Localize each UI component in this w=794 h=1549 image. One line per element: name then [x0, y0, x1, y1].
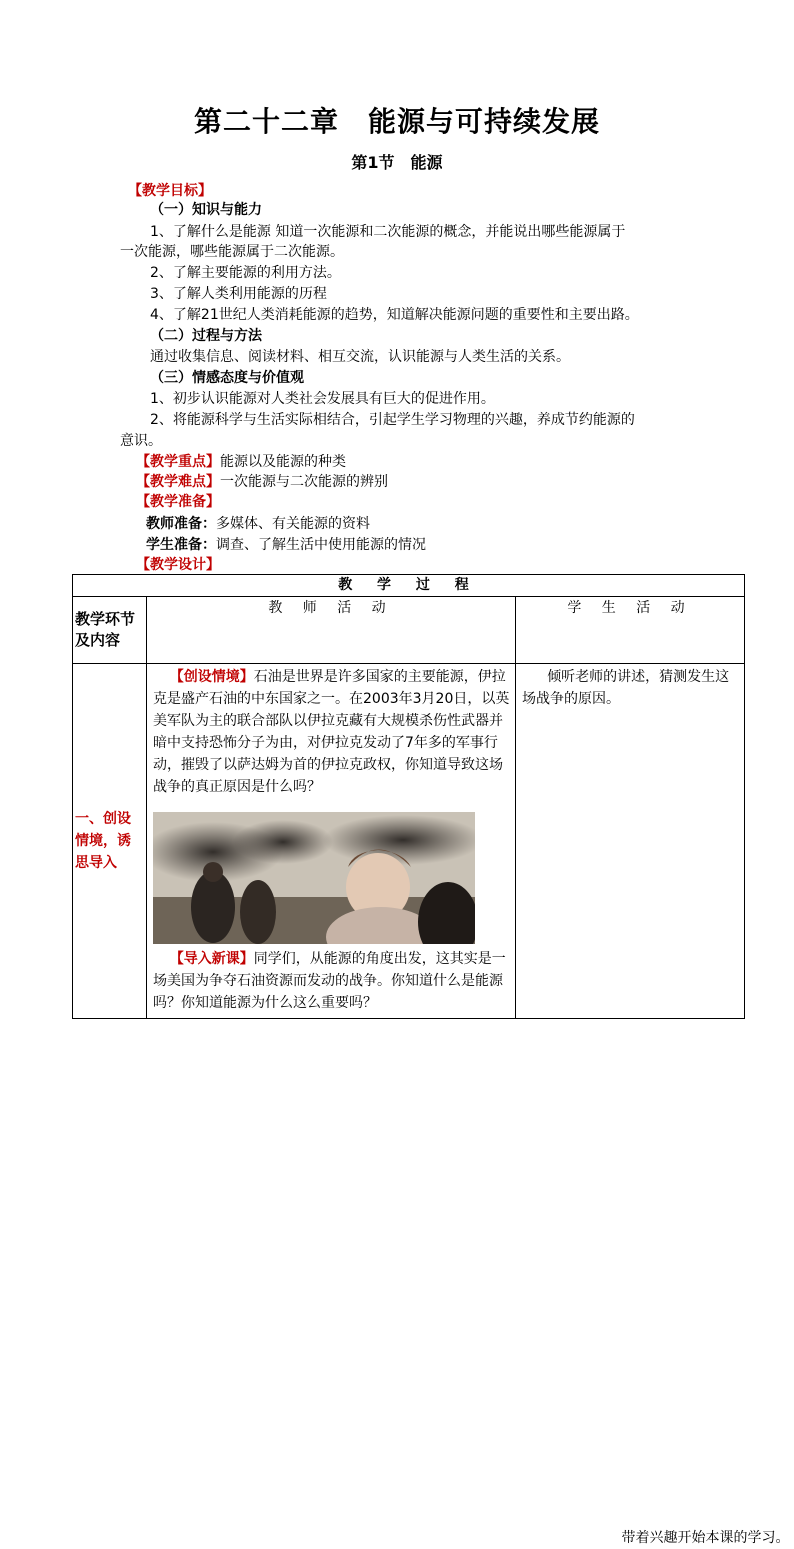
war-photo-illustration [153, 812, 475, 944]
student-activity-1: 倾听老师的讲述，猜测发生这场战争的原因。 [522, 669, 730, 707]
objective-line: 1、初步认识能源对人类社会发展具有巨大的促进作用。 [150, 391, 495, 407]
section-heading-3: （三）情感态度与价值观 [150, 370, 304, 386]
section-heading-2: （二）过程与方法 [150, 328, 262, 344]
teacher-prep [146, 514, 370, 534]
section-heading-1: （一）知识与能力 [150, 202, 262, 218]
teaching-process-table [72, 574, 790, 1546]
objective-line: 1、了解什么是能源 知道一次能源和二次能源的概念，并能说出哪些能源属于 [150, 224, 626, 240]
key-point-label: 【教学重点】 [136, 454, 220, 470]
preparation-heading: 【教学准备】 [136, 494, 220, 510]
difficulty [136, 472, 388, 492]
student-prep-text: 调查、了解生活中使用能源的情况 [216, 537, 426, 553]
difficulty-label: 【教学难点】 [136, 474, 220, 490]
student-activity-cell [516, 664, 790, 1546]
column-header-student: 学 生 活 动 [516, 597, 745, 664]
teacher-prep-label: 教师准备： [146, 516, 216, 532]
teacher-paragraph [153, 948, 511, 1014]
student-prep [146, 535, 426, 555]
teacher-activity-cell [147, 664, 516, 1019]
table-row [73, 664, 745, 1019]
key-point [136, 452, 346, 472]
objective-line: 2、将能源科学与生活实际相结合，引起学生学习物理的兴趣，养成节约能源的 [150, 412, 635, 428]
page-title: 第二十二章 能源与可持续发展 [193, 105, 600, 138]
stage-cell: 一、创设情境，诱思导入 [73, 664, 147, 1019]
teacher-prep-text: 多媒体、有关能源的资料 [216, 516, 370, 532]
objective-line: 意识。 [120, 433, 162, 449]
objective-line: 4、了解21世纪人类消耗能源的趋势，知道解决能源问题的重要性和主要出路。 [150, 307, 639, 323]
difficulty-text: 一次能源与二次能源的辨别 [220, 474, 388, 490]
war-photo [153, 812, 475, 944]
objective-line: 2、了解主要能源的利用方法。 [150, 265, 341, 281]
teacher-paragraph [153, 666, 511, 798]
table-header: 教 学 过 程 [73, 575, 745, 597]
intro-tag: 【导入新课】 [169, 951, 254, 967]
column-header-stage: 教学环节及内容 [73, 597, 147, 664]
section-subtitle: 第1节 能源 [351, 153, 443, 172]
objective-line: 通过收集信息、阅读材料、相互交流，认识能源与人类生活的关系。 [150, 349, 570, 365]
student-prep-label: 学生准备： [146, 537, 216, 553]
key-point-text: 能源以及能源的种类 [220, 454, 346, 470]
objective-line: 一次能源，哪些能源属于二次能源。 [120, 244, 344, 260]
intro-text: 同学们，从能源的角度出发，这其实是一场美国为争夺石油资源而发动的战争。你知道什么是能源吗？你知道能源为什么这么重要吗？ [153, 951, 506, 1011]
scenario-tag: 【创设情境】 [169, 669, 254, 685]
objective-line: 3、了解人类利用能源的历程 [150, 286, 327, 302]
student-activity-2: 带着兴趣开始本课的学习。 [621, 1529, 790, 1546]
scenario-text: 石油是世界是许多国家的主要能源，伊拉克是盛产石油的中东国家之一。在2003年3月20日，以英美军队为主的联合部队以伊拉克藏有大规模杀伤性武器并暗中支持恐怖分子为由，对伊拉克发动了7年多的军事行动，摧毁了以萨达姆为首的伊拉克政权，你知道导致这场战争的真正原因是什么吗？ [153, 669, 510, 795]
design-heading: 【教学设计】 [136, 557, 220, 573]
objectives-heading: 【教学目标】 [128, 183, 212, 199]
column-header-teacher: 教 师 活 动 [147, 597, 516, 664]
